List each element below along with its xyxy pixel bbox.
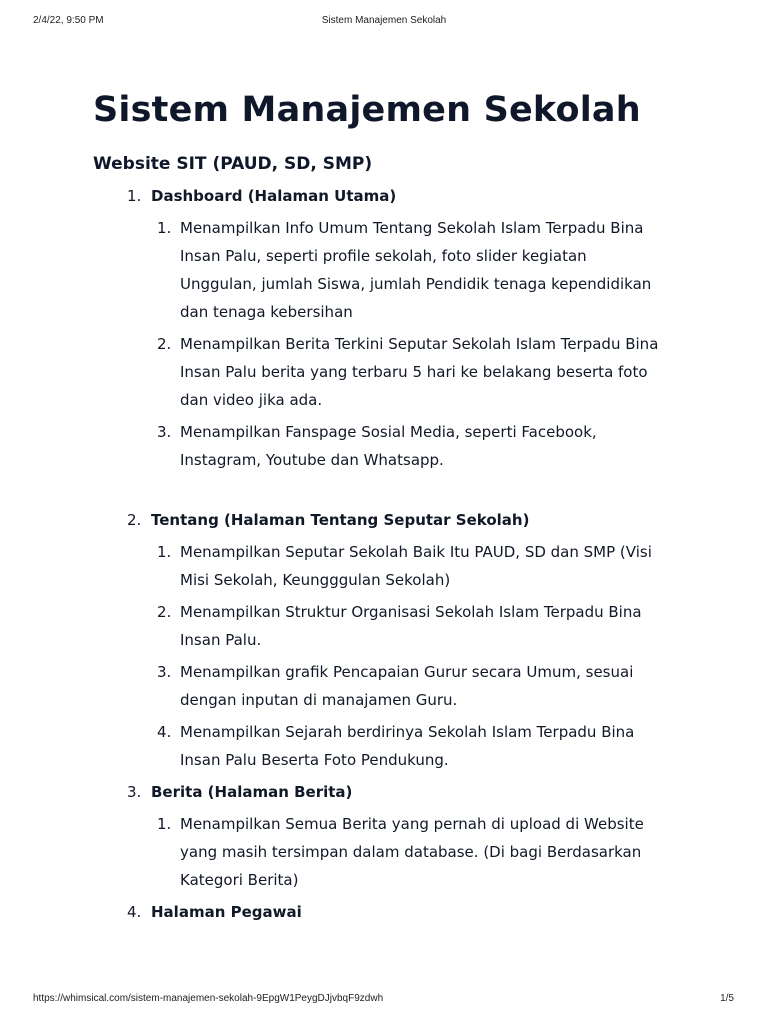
list-item-dashboard <box>93 182 693 506</box>
sub-list <box>151 214 693 474</box>
sub-item-number: 4. <box>157 723 172 741</box>
list-item-tentang <box>93 506 693 774</box>
sub-item-number: 3. <box>157 663 172 681</box>
sub-item-number: 3. <box>157 423 172 441</box>
sub-item-number: 1. <box>157 219 172 237</box>
list-item-title: Tentang (Halaman Tentang Seputar Sekolah) <box>151 511 530 529</box>
sub-list-item <box>151 214 693 326</box>
sub-item-number: 1. <box>157 543 172 561</box>
sub-item-text: Menampilkan Semua Berita yang pernah di upload di Website yang masih tersimpan dalam database. (Di bagi Berdasarkan Kategori Berita) <box>180 815 644 889</box>
sub-item-text: Menampilkan Struktur Organisasi Sekolah Islam Terpadu Bina Insan Palu. <box>180 603 642 649</box>
sub-list-item <box>151 810 693 894</box>
sub-list-item <box>151 418 693 474</box>
document-content <box>93 84 693 926</box>
print-url: https://whimsical.com/sistem-manajemen-sekolah-9EpgW1PeygDJjvbqF9zdwh <box>33 993 384 1004</box>
list-item-number: 3. <box>127 783 142 801</box>
sub-list-item <box>151 658 693 714</box>
sub-list-item <box>151 538 693 594</box>
list-item-number: 1. <box>127 187 142 205</box>
list-item-title: Halaman Pegawai <box>151 903 302 921</box>
feature-list <box>93 182 693 926</box>
sub-item-text: Menampilkan Seputar Sekolah Baik Itu PAUD, SD dan SMP (Visi Misi Sekolah, Keungggulan Sekolah) <box>180 543 652 589</box>
sub-list <box>151 538 693 774</box>
list-item-title: Berita (Halaman Berita) <box>151 783 353 801</box>
section-heading: Website SIT (PAUD, SD, SMP) <box>93 154 373 174</box>
sub-item-text: Menampilkan Berita Terkini Seputar Sekolah Islam Terpadu Bina Insan Palu berita yang terbaru 5 hari ke belakang beserta foto dan video jika ada. <box>180 335 659 409</box>
sub-item-number: 2. <box>157 335 172 353</box>
print-header <box>0 15 768 31</box>
sub-list-item <box>151 598 693 654</box>
sub-list <box>151 810 693 894</box>
sub-item-text: Menampilkan Info Umum Tentang Sekolah Islam Terpadu Bina Insan Palu, seperti profile sekolah, foto slider kegiatan Unggulan, jumlah Siswa, jumlah Pendidik tenaga kependidikan dan tenaga kebersihan <box>180 219 652 321</box>
document-title: Sistem Manajemen Sekolah <box>93 90 641 130</box>
print-datetime: 2/4/22, 9:50 PM <box>33 15 104 26</box>
page-number: 1/5 <box>720 993 734 1004</box>
sub-item-number: 2. <box>157 603 172 621</box>
sub-item-text: Menampilkan grafik Pencapaian Gurur secara Umum, sesuai dengan inputan di manajamen Guru. <box>180 663 634 709</box>
list-item-number: 4. <box>127 903 142 921</box>
sub-list-item <box>151 330 693 414</box>
sub-item-number: 1. <box>157 815 172 833</box>
list-item-title: Dashboard (Halaman Utama) <box>151 187 397 205</box>
sub-item-text: Menampilkan Sejarah berdirinya Sekolah Islam Terpadu Bina Insan Palu Beserta Foto Pendukung. <box>180 723 635 769</box>
list-item-number: 2. <box>127 511 142 529</box>
sub-item-text: Menampilkan Fanspage Sosial Media, seperti Facebook, Instagram, Youtube dan Whatsapp. <box>180 423 597 469</box>
print-footer <box>0 993 768 1009</box>
list-item-berita <box>93 778 693 894</box>
sub-list-item <box>151 718 693 774</box>
print-page-title: Sistem Manajemen Sekolah <box>321 15 447 26</box>
list-item-pegawai <box>93 898 693 926</box>
